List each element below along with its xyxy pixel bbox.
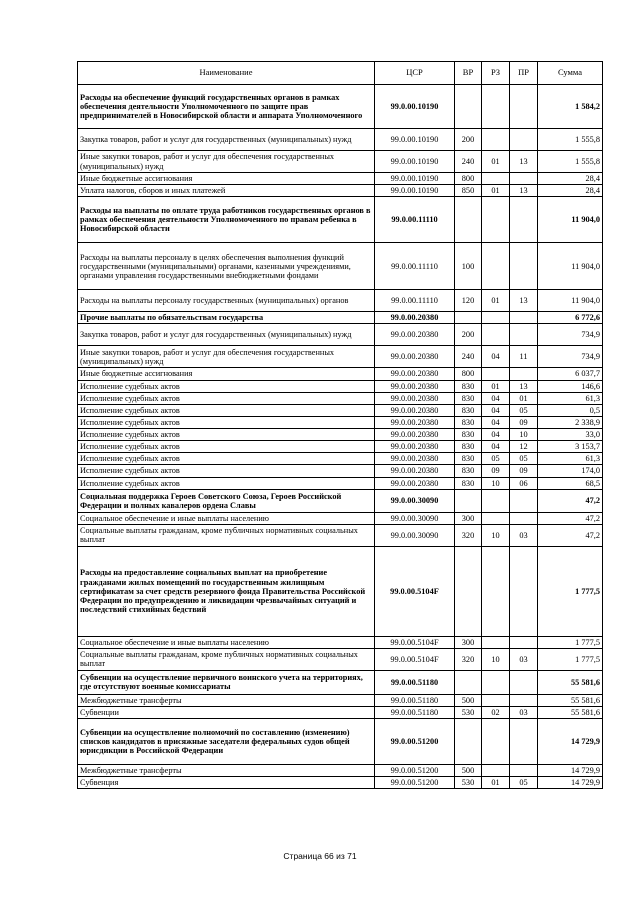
cell-sum: 146,6 (538, 380, 603, 392)
cell-csr: 99.0.00.10190 (375, 173, 455, 185)
cell-pr (510, 546, 538, 636)
cell-vr: 120 (455, 290, 482, 312)
cell-sum: 1 555,8 (538, 129, 603, 151)
cell-sum: 14 729,9 (538, 765, 603, 777)
cell-csr: 99.0.00.5104F (375, 546, 455, 636)
cell-csr: 99.0.00.20380 (375, 368, 455, 380)
cell-sum: 11 904,0 (538, 197, 603, 243)
cell-vr (455, 489, 482, 512)
cell-pr (510, 324, 538, 346)
table-row (78, 719, 603, 765)
cell-csr: 99.0.00.51200 (375, 719, 455, 765)
cell-sum: 1 584,2 (538, 85, 603, 129)
cell-rz: 10 (482, 648, 510, 670)
table-row (78, 441, 603, 453)
cell-vr: 100 (455, 243, 482, 290)
cell-rz (482, 489, 510, 512)
header-csr: ЦСР (375, 62, 455, 85)
cell-csr: 99.0.00.20380 (375, 380, 455, 392)
cell-csr: 99.0.00.30090 (375, 512, 455, 524)
cell-name: Исполнение судебных актов (78, 453, 375, 465)
cell-vr: 830 (455, 477, 482, 489)
cell-sum: 61,3 (538, 392, 603, 404)
cell-csr: 99.0.00.20380 (375, 346, 455, 368)
cell-sum: 47,2 (538, 489, 603, 512)
header-vr: ВР (455, 62, 482, 85)
cell-pr: 05 (510, 777, 538, 789)
budget-table (77, 61, 603, 789)
cell-pr (510, 85, 538, 129)
cell-name: Расходы на выплаты персоналу в целях обеспечения выполнения функций государственными (муниципальными) органами, казенными учреждениями, органами управления государственными внебюджетными фондами (78, 243, 375, 290)
cell-sum: 1 555,8 (538, 151, 603, 173)
table-row (78, 151, 603, 173)
cell-pr (510, 694, 538, 706)
table-row (78, 694, 603, 706)
cell-rz: 01 (482, 777, 510, 789)
cell-csr: 99.0.00.10190 (375, 185, 455, 197)
table-row (78, 512, 603, 524)
cell-name: Субвенция (78, 777, 375, 789)
cell-vr: 320 (455, 648, 482, 670)
cell-vr: 800 (455, 368, 482, 380)
header-name: Наименование (78, 62, 375, 85)
cell-csr: 99.0.00.10190 (375, 129, 455, 151)
cell-vr: 200 (455, 324, 482, 346)
cell-sum: 1 777,5 (538, 546, 603, 636)
cell-name: Расходы на выплаты по оплате труда работников государственных органов в рамках обеспечения деятельности Уполномоченного по правам ребенка в Новосибирской области (78, 197, 375, 243)
cell-csr: 99.0.00.20380 (375, 477, 455, 489)
cell-csr: 99.0.00.51180 (375, 670, 455, 694)
cell-vr: 830 (455, 416, 482, 428)
cell-pr (510, 512, 538, 524)
cell-csr: 99.0.00.20380 (375, 453, 455, 465)
cell-rz: 04 (482, 346, 510, 368)
cell-name: Исполнение судебных актов (78, 392, 375, 404)
cell-sum: 28,4 (538, 185, 603, 197)
cell-sum: 61,3 (538, 453, 603, 465)
cell-name: Субвенции (78, 707, 375, 719)
cell-name: Иные бюджетные ассигнования (78, 368, 375, 380)
cell-rz: 04 (482, 416, 510, 428)
cell-rz (482, 765, 510, 777)
table-header-row (78, 62, 603, 85)
table-row (78, 777, 603, 789)
table-row (78, 324, 603, 346)
table-row (78, 380, 603, 392)
cell-vr: 800 (455, 173, 482, 185)
cell-sum: 0,5 (538, 404, 603, 416)
cell-sum: 3 153,7 (538, 441, 603, 453)
cell-name: Социальные выплаты гражданам, кроме публичных нормативных социальных выплат (78, 524, 375, 546)
cell-pr (510, 368, 538, 380)
cell-name: Исполнение судебных актов (78, 380, 375, 392)
table-row (78, 404, 603, 416)
cell-csr: 99.0.00.20380 (375, 312, 455, 324)
cell-vr: 830 (455, 380, 482, 392)
cell-sum: 11 904,0 (538, 290, 603, 312)
cell-sum: 6 037,7 (538, 368, 603, 380)
cell-name: Социальные выплаты гражданам, кроме публичных нормативных социальных выплат (78, 648, 375, 670)
table-row (78, 707, 603, 719)
cell-pr: 13 (510, 185, 538, 197)
table-row (78, 197, 603, 243)
table-row (78, 346, 603, 368)
header-rz: РЗ (482, 62, 510, 85)
cell-pr (510, 197, 538, 243)
table-row (78, 416, 603, 428)
cell-csr: 99.0.00.20380 (375, 441, 455, 453)
cell-rz (482, 173, 510, 185)
cell-rz: 01 (482, 380, 510, 392)
cell-pr (510, 489, 538, 512)
cell-name: Исполнение судебных актов (78, 404, 375, 416)
cell-rz: 01 (482, 151, 510, 173)
cell-vr (455, 85, 482, 129)
cell-name: Межбюджетные трансферты (78, 694, 375, 706)
cell-sum: 28,4 (538, 173, 603, 185)
table-row (78, 670, 603, 694)
page-number: Страница 66 из 71 (283, 851, 357, 861)
cell-sum: 1 777,5 (538, 648, 603, 670)
cell-rz: 04 (482, 392, 510, 404)
cell-vr: 300 (455, 512, 482, 524)
cell-csr: 99.0.00.51180 (375, 694, 455, 706)
table-row (78, 85, 603, 129)
table-row (78, 392, 603, 404)
cell-csr: 99.0.00.20380 (375, 324, 455, 346)
cell-vr: 500 (455, 765, 482, 777)
cell-pr (510, 129, 538, 151)
header-sum: Сумма (538, 62, 603, 85)
table-row (78, 765, 603, 777)
table-row (78, 648, 603, 670)
cell-name: Иные закупки товаров, работ и услуг для обеспечения государственных (муниципальных) нужд (78, 151, 375, 173)
cell-vr (455, 312, 482, 324)
table-row (78, 429, 603, 441)
cell-csr: 99.0.00.51200 (375, 765, 455, 777)
cell-rz (482, 312, 510, 324)
cell-pr (510, 670, 538, 694)
table-row (78, 129, 603, 151)
cell-pr: 13 (510, 290, 538, 312)
cell-pr (510, 719, 538, 765)
cell-rz (482, 546, 510, 636)
cell-name: Исполнение судебных актов (78, 429, 375, 441)
cell-sum: 55 581,6 (538, 707, 603, 719)
cell-pr (510, 243, 538, 290)
cell-sum: 2 338,9 (538, 416, 603, 428)
cell-vr: 240 (455, 346, 482, 368)
cell-rz: 05 (482, 453, 510, 465)
table-row (78, 243, 603, 290)
cell-pr (510, 636, 538, 648)
cell-name: Расходы на обеспечение функций государственных органов в рамках обеспечения деятельности Уполномоченного по защите прав предпринимателей в Новосибирской области и аппарата Уполномоченного (78, 85, 375, 129)
cell-vr (455, 197, 482, 243)
cell-pr (510, 312, 538, 324)
cell-vr: 830 (455, 392, 482, 404)
cell-name: Закупка товаров, работ и услуг для государственных (муниципальных) нужд (78, 129, 375, 151)
cell-rz (482, 512, 510, 524)
cell-rz (482, 368, 510, 380)
cell-name: Исполнение судебных актов (78, 441, 375, 453)
cell-name: Расходы на предоставление социальных выплат на приобретение гражданами жилых помещений по государственным жилищным сертификатам за счет средств резервного фонда Правительства Российской Федерации по предупреждению и ликвидации чрезвычайных ситуаций и последствий стихийных бедствий (78, 546, 375, 636)
cell-vr: 500 (455, 694, 482, 706)
cell-pr (510, 765, 538, 777)
table-row (78, 546, 603, 636)
cell-rz: 10 (482, 524, 510, 546)
table-row (78, 312, 603, 324)
cell-csr: 99.0.00.20380 (375, 429, 455, 441)
table-row (78, 368, 603, 380)
cell-pr: 10 (510, 429, 538, 441)
cell-csr: 99.0.00.5104F (375, 648, 455, 670)
cell-name: Социальное обеспечение и иные выплаты населению (78, 512, 375, 524)
cell-rz: 01 (482, 185, 510, 197)
table-row (78, 185, 603, 197)
cell-sum: 55 581,6 (538, 670, 603, 694)
cell-rz: 04 (482, 429, 510, 441)
cell-name: Иные бюджетные ассигнования (78, 173, 375, 185)
cell-pr: 09 (510, 465, 538, 477)
cell-vr: 300 (455, 636, 482, 648)
cell-sum: 14 729,9 (538, 777, 603, 789)
header-pr: ПР (510, 62, 538, 85)
cell-vr: 850 (455, 185, 482, 197)
cell-vr: 830 (455, 465, 482, 477)
cell-rz: 02 (482, 707, 510, 719)
cell-csr: 99.0.00.5104F (375, 636, 455, 648)
cell-pr: 01 (510, 392, 538, 404)
cell-csr: 99.0.00.30090 (375, 489, 455, 512)
cell-sum: 734,9 (538, 324, 603, 346)
cell-csr: 99.0.00.11110 (375, 197, 455, 243)
cell-vr: 830 (455, 441, 482, 453)
cell-csr: 99.0.00.20380 (375, 404, 455, 416)
cell-vr: 830 (455, 404, 482, 416)
cell-pr: 03 (510, 524, 538, 546)
cell-pr: 06 (510, 477, 538, 489)
cell-vr (455, 546, 482, 636)
cell-rz (482, 670, 510, 694)
cell-rz: 09 (482, 465, 510, 477)
cell-name: Социальная поддержка Героев Советского Союза, Героев Российской Федерации и полных кавалеров ордена Славы (78, 489, 375, 512)
cell-csr: 99.0.00.10190 (375, 85, 455, 129)
cell-sum: 734,9 (538, 346, 603, 368)
cell-name: Межбюджетные трансферты (78, 765, 375, 777)
table-row (78, 453, 603, 465)
cell-pr: 12 (510, 441, 538, 453)
table-row (78, 173, 603, 185)
cell-sum: 174,0 (538, 465, 603, 477)
cell-sum: 47,2 (538, 512, 603, 524)
cell-rz: 04 (482, 441, 510, 453)
cell-rz (482, 85, 510, 129)
cell-rz (482, 719, 510, 765)
cell-name: Расходы на выплаты персоналу государственных (муниципальных) органов (78, 290, 375, 312)
cell-csr: 99.0.00.20380 (375, 465, 455, 477)
cell-vr (455, 670, 482, 694)
cell-vr: 240 (455, 151, 482, 173)
cell-pr: 09 (510, 416, 538, 428)
cell-vr: 530 (455, 777, 482, 789)
cell-pr: 05 (510, 404, 538, 416)
cell-csr: 99.0.00.51200 (375, 777, 455, 789)
cell-csr: 99.0.00.11110 (375, 290, 455, 312)
table-row (78, 636, 603, 648)
cell-rz (482, 636, 510, 648)
cell-csr: 99.0.00.11110 (375, 243, 455, 290)
cell-name: Уплата налогов, сборов и иных платежей (78, 185, 375, 197)
cell-name: Субвенции на осуществление первичного воинского учета на территориях, где отсутствуют военные комиссариаты (78, 670, 375, 694)
cell-pr: 03 (510, 648, 538, 670)
cell-pr: 03 (510, 707, 538, 719)
cell-vr: 320 (455, 524, 482, 546)
cell-sum: 14 729,9 (538, 719, 603, 765)
table-row (78, 465, 603, 477)
table-row (78, 524, 603, 546)
cell-name: Исполнение судебных актов (78, 477, 375, 489)
cell-sum: 6 772,6 (538, 312, 603, 324)
cell-rz (482, 694, 510, 706)
cell-pr: 13 (510, 151, 538, 173)
cell-sum: 1 777,5 (538, 636, 603, 648)
cell-name: Исполнение судебных актов (78, 465, 375, 477)
cell-rz (482, 129, 510, 151)
cell-name: Субвенции на осуществление полномочий по составлению (изменению) списков кандидатов в присяжные заседатели федеральных судов общей юрисдикции в Российской Федерации (78, 719, 375, 765)
cell-pr: 11 (510, 346, 538, 368)
table-row (78, 290, 603, 312)
cell-csr: 99.0.00.10190 (375, 151, 455, 173)
table-row (78, 489, 603, 512)
cell-csr: 99.0.00.51180 (375, 707, 455, 719)
cell-name: Исполнение судебных актов (78, 416, 375, 428)
cell-pr (510, 173, 538, 185)
cell-sum: 11 904,0 (538, 243, 603, 290)
cell-name: Закупка товаров, работ и услуг для государственных (муниципальных) нужд (78, 324, 375, 346)
cell-vr: 200 (455, 129, 482, 151)
table-row (78, 477, 603, 489)
cell-csr: 99.0.00.30090 (375, 524, 455, 546)
cell-sum: 68,5 (538, 477, 603, 489)
cell-vr: 830 (455, 453, 482, 465)
cell-rz: 01 (482, 290, 510, 312)
cell-rz: 10 (482, 477, 510, 489)
cell-sum: 55 581,6 (538, 694, 603, 706)
cell-rz (482, 324, 510, 346)
cell-name: Иные закупки товаров, работ и услуг для обеспечения государственных (муниципальных) нужд (78, 346, 375, 368)
cell-name: Социальное обеспечение и иные выплаты населению (78, 636, 375, 648)
cell-csr: 99.0.00.20380 (375, 392, 455, 404)
cell-rz: 04 (482, 404, 510, 416)
cell-sum: 47,2 (538, 524, 603, 546)
cell-rz (482, 197, 510, 243)
cell-vr (455, 719, 482, 765)
cell-sum: 33,0 (538, 429, 603, 441)
cell-name: Прочие выплаты по обязательствам государства (78, 312, 375, 324)
cell-rz (482, 243, 510, 290)
cell-csr: 99.0.00.20380 (375, 416, 455, 428)
cell-vr: 830 (455, 429, 482, 441)
table-body (78, 85, 603, 789)
cell-vr: 530 (455, 707, 482, 719)
cell-pr: 05 (510, 453, 538, 465)
cell-pr: 13 (510, 380, 538, 392)
